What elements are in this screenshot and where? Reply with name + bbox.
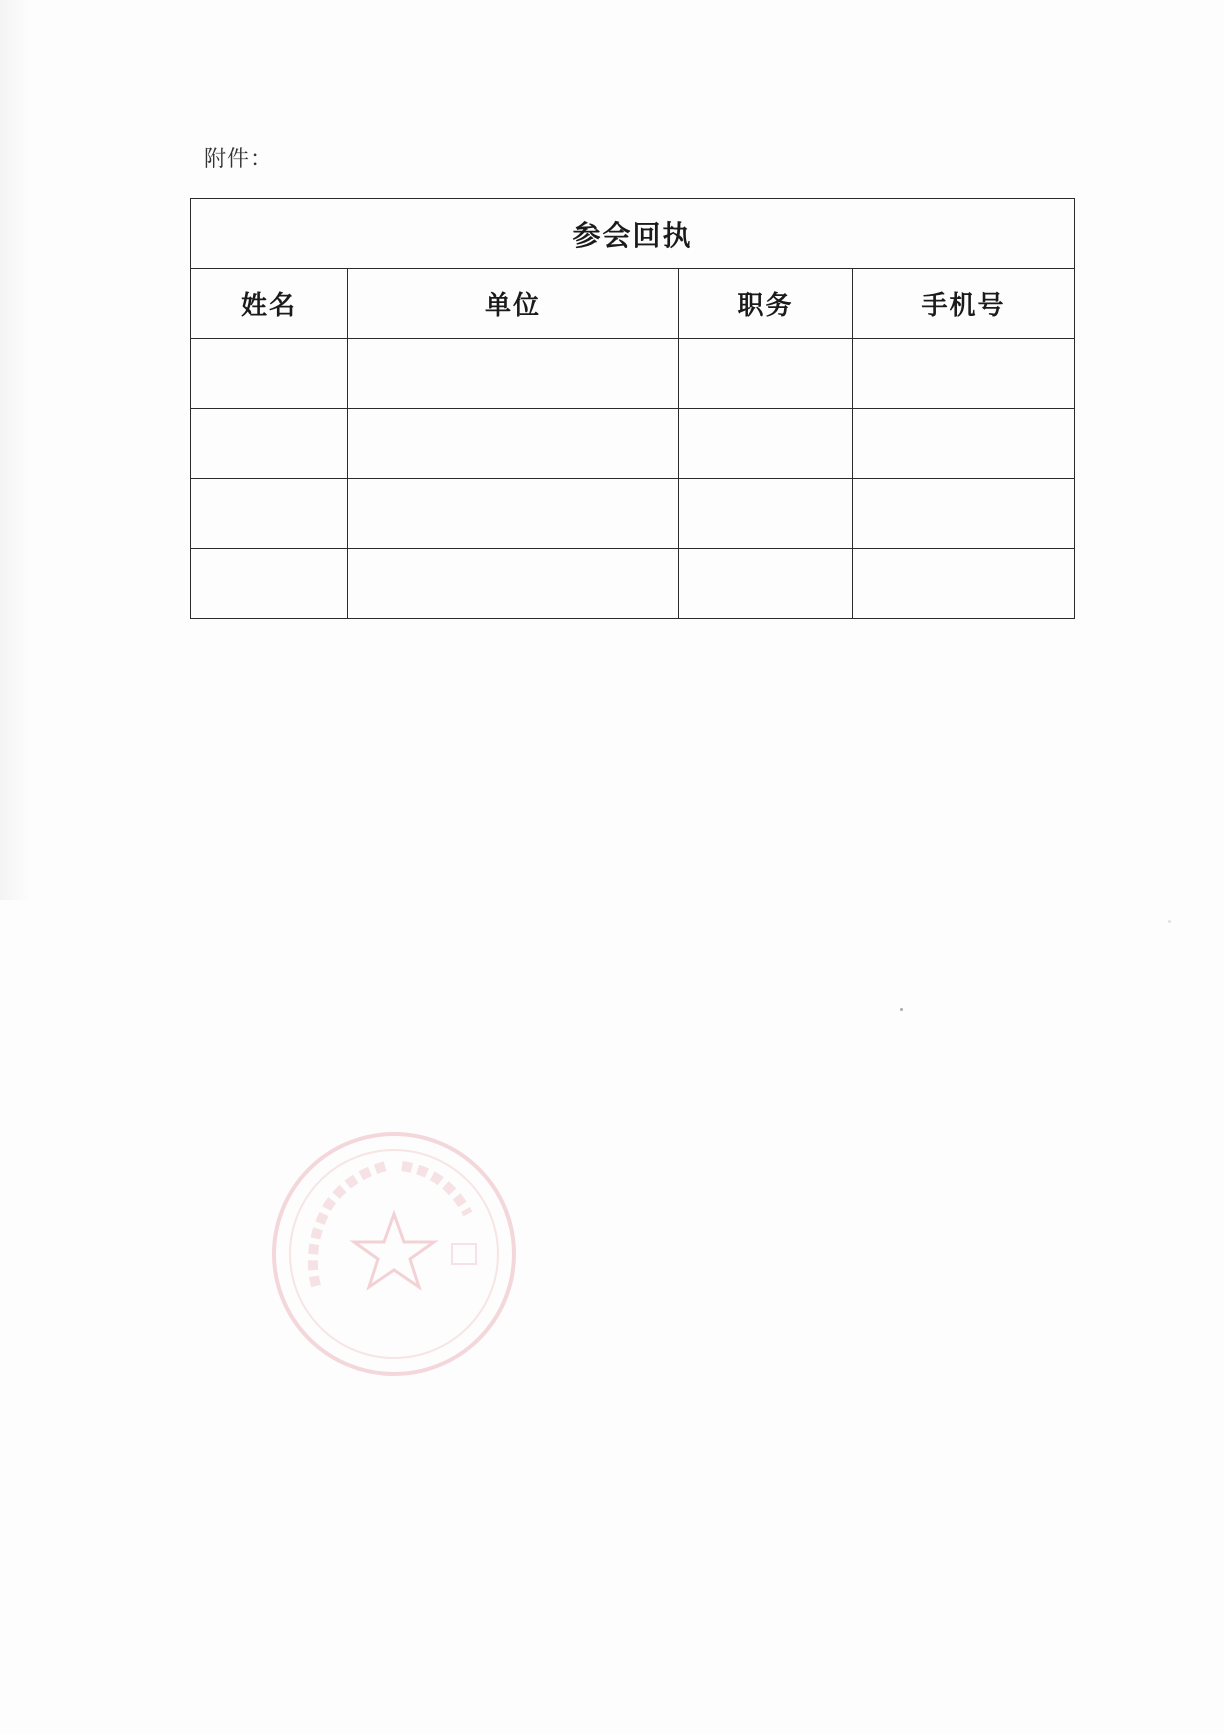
header-position: 职务 <box>679 269 853 339</box>
table-row <box>191 409 1075 479</box>
table-row <box>191 479 1075 549</box>
unit-cell[interactable] <box>348 339 679 409</box>
unit-cell[interactable] <box>348 479 679 549</box>
header-name: 姓名 <box>191 269 348 339</box>
table-row <box>191 549 1075 619</box>
official-seal <box>272 1132 516 1376</box>
phone-cell[interactable] <box>853 549 1075 619</box>
table-row <box>191 339 1075 409</box>
position-cell[interactable] <box>679 409 853 479</box>
name-cell[interactable] <box>191 409 348 479</box>
header-unit: 单位 <box>348 269 679 339</box>
phone-cell[interactable] <box>853 479 1075 549</box>
position-cell[interactable] <box>679 549 853 619</box>
table-header-row <box>191 269 1075 339</box>
name-cell[interactable] <box>191 479 348 549</box>
scan-edge-shading <box>0 0 30 900</box>
table-title-row <box>191 199 1075 269</box>
unit-cell[interactable] <box>348 549 679 619</box>
position-cell[interactable] <box>679 479 853 549</box>
name-cell[interactable] <box>191 549 348 619</box>
unit-cell[interactable] <box>348 409 679 479</box>
star-icon <box>276 1136 512 1372</box>
position-cell[interactable] <box>679 339 853 409</box>
attendance-reply-table <box>190 198 1075 619</box>
scan-speck <box>1168 920 1171 923</box>
attachment-label: 附件： <box>204 147 274 172</box>
phone-cell[interactable] <box>853 339 1075 409</box>
phone-cell[interactable] <box>853 409 1075 479</box>
name-cell[interactable] <box>191 339 348 409</box>
scan-speck <box>900 1008 903 1011</box>
table-title: 参会回执 <box>191 199 1075 269</box>
header-phone: 手机号 <box>853 269 1075 339</box>
